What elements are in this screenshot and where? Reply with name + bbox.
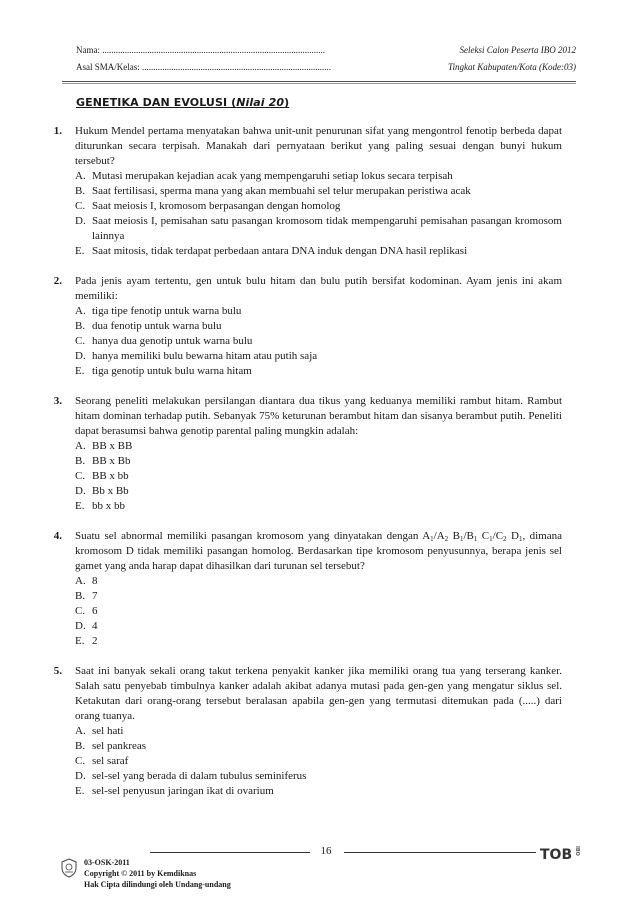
question-text: Suatu sel abnormal memiliki pasangan kromosom yang dinyatakan dengan $A_1/A_2$ $B_1/B_1$ $C_1/C_2$ $D_1$, dimana kromosom D tidak memiliki pasangan homolog. Berdasarkan tipe kromosom penyusunnya, berapa jenis sel gamet yang anda harap dapat dihasilkan dari turunan sel tersebut? (75, 530, 562, 572)
option-b: B. 7 (75, 590, 98, 602)
option-d: D. sel-sel yang berada di dalam tubulus seminiferus (75, 770, 307, 782)
exam-title: Seleksi Calon Peserta IBO 2012 (459, 45, 576, 55)
option-d: D. hanya memiliki bulu bewarna hitam atau putih saja (75, 350, 318, 362)
footer-rule-right (344, 852, 536, 853)
question-number: 5. (53, 665, 62, 677)
question-number: 2. (53, 275, 62, 287)
tob-logo-side-text: IBO (574, 846, 580, 856)
option-d: D. Saat meiosis I, pemisahan satu pasangan kromosom tidak mempengaruhi pemisahan pasangan kromosom lainnya (75, 215, 562, 242)
option-e: E. 2 (75, 635, 98, 647)
question-4 (40, 529, 562, 649)
question-text: Seorang peneliti melakukan persilangan diantara dua tikus yang keduanya memiliki rambut hitam. Rambut hitam dominan terhadap putih. Sebanyak 75% keturunan berambut hitam dan sisanya berambut putih. Peneliti dapat berasumsi bahwa genotip parental paling mungkin adalah: (75, 395, 562, 437)
page-header (76, 42, 576, 76)
option-a: A. 8 (75, 575, 98, 587)
question-number: 1. (53, 125, 62, 137)
name-field-label: Nama: ................................................................................................... (76, 45, 325, 55)
option-d: D. 4 (75, 620, 98, 632)
option-c: C. hanya dua genotip untuk warna bulu (75, 335, 253, 347)
option-e: E. sel-sel penyusun jaringan ikat di ovarium (75, 785, 274, 797)
option-a: A. BB x BB (75, 440, 133, 452)
page-number: 16 (320, 845, 332, 857)
question-text: Saat ini banyak sekali orang takut terkena penyakit kanker jika memiliki orang tua yang terserang kanker. Salah satu penyebab timbulnya kanker adalah akibat adanya mutasi pada gen-gen yang mengatur siklus sel. Ketakutan dari orang-orang tersebut beralasan apabila gen-gen yang termutasi ditemukan pada (.....) dari orang tuanya. (75, 665, 562, 722)
option-e: E. bb x bb (75, 500, 125, 512)
section-score: Nilai 20 (236, 96, 285, 109)
emblem-icon (60, 858, 78, 883)
option-b: B. Saat fertilisasi, sperma mana yang akan membuahi sel telur merupakan peristiwa acak (75, 185, 471, 197)
tob-logo (538, 842, 582, 871)
option-d: D. Bb x Bb (75, 485, 129, 497)
footer-info (84, 857, 231, 890)
header-divider (62, 81, 576, 82)
option-b: B. sel pankreas (75, 740, 147, 752)
option-c: C. 6 (75, 605, 98, 617)
option-a: A. tiga tipe fenotip untuk warna bulu (75, 305, 242, 317)
exam-level: Tingkat Kabupaten/Kota (Kode:03) (448, 62, 576, 72)
question-list (40, 124, 562, 814)
question-3 (40, 394, 562, 514)
question-number: 3. (53, 395, 62, 407)
option-c: C. Saat meiosis I, kromosom berpasangan dengan homolog (75, 200, 341, 212)
document-code: 03-OSK-2011 (84, 858, 130, 867)
option-c: C. sel saraf (75, 755, 129, 767)
section-title: GENETIKA DAN EVOLUSI (Nilai 20) (76, 96, 290, 109)
option-b: B. BB x Bb (75, 455, 131, 467)
question-5 (40, 664, 562, 799)
tob-logo-text: TOB (540, 847, 573, 863)
option-e: E. tiga genotip untuk bulu warna hitam (75, 365, 252, 377)
option-a: A. Mutasi merupakan kejadian acak yang mempengaruhi setiap lokus secara terpisah (75, 170, 453, 182)
question-1 (40, 124, 562, 259)
header-divider-secondary (62, 83, 576, 84)
option-c: C. BB x bb (75, 470, 129, 482)
question-number: 4. (53, 530, 62, 542)
option-b: B. dua fenotip untuk warna bulu (75, 320, 222, 332)
school-field-label: Asal SMA/Kelas: .................................................................................... (76, 62, 331, 72)
option-e: E. Saat mitosis, tidak terdapat perbedaan antara DNA induk dengan DNA hasil replikasi (75, 245, 468, 257)
footer-rule-left (150, 852, 310, 853)
copyright-text: Copyright © 2011 by Kemdiknas (84, 869, 197, 878)
question-2 (40, 274, 562, 379)
question-text: Pada jenis ayam tertentu, gen untuk bulu hitam dan bulu putih bersifat kodominan. Ayam jenis ini akam memiliki: (75, 275, 562, 302)
rights-text: Hak Cipta dilindungi oleh Undang-undang (84, 880, 231, 889)
question-text: Hukum Mendel pertama menyatakan bahwa unit-unit penurunan sifat yang mengontrol fenotip berbeda dapat diturunkan secara terpisah. Manakah dari pernyataan berikut yang paling sesuai dengan bunyi hukum tersebut? (75, 125, 562, 167)
option-a: A. sel hati (75, 725, 124, 737)
